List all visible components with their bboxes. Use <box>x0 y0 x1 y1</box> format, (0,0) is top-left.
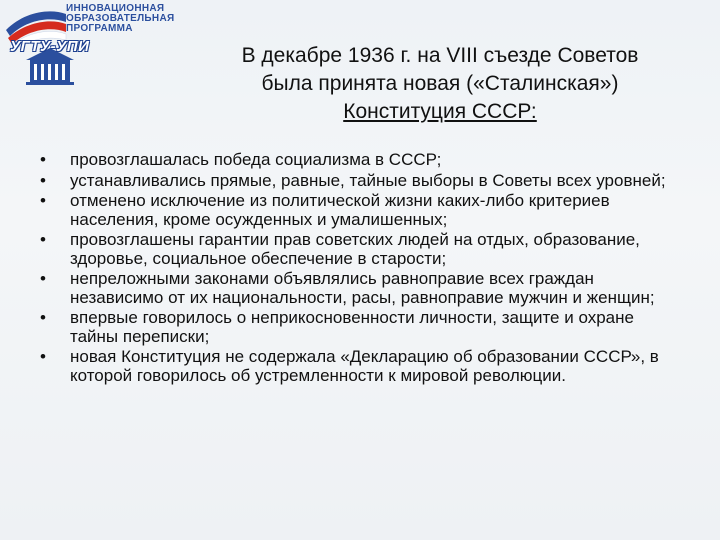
bullet-text: провозглашалась победа социализма в СССР; <box>70 150 442 169</box>
bullet-icon: • <box>40 269 46 288</box>
list-item <box>40 151 680 170</box>
university-logo <box>4 2 175 88</box>
logo-text <box>66 3 175 34</box>
bullet-list <box>40 151 680 387</box>
bullet-text: новая Конституция не содержала «Декларацию об образовании СССР», в которой говорилось об устремленности к мировой революции. <box>70 347 659 385</box>
bullet-text: отменено исключение из политической жизни каких-либо критериев населения, кроме осужденных и умалишенных; <box>70 191 610 229</box>
list-item <box>40 309 680 346</box>
bullet-icon: • <box>40 150 46 169</box>
logo-line: ПРОГРАММА <box>66 23 133 34</box>
bullet-text: непреложными законами объявлялись равноправие всех граждан независимо от их национальности, расы, равноправие мужчин и женщин; <box>70 269 655 307</box>
logo-abbreviation: УГТУ-УПИ <box>10 38 90 55</box>
bullet-text: впервые говорилось о неприкосновенности личности, защите и охране тайны переписки; <box>70 308 634 346</box>
list-item <box>40 192 680 229</box>
logo-line: ИННОВАЦИОННАЯ <box>66 3 165 14</box>
bullet-icon: • <box>40 308 46 327</box>
list-item <box>40 172 680 191</box>
title-line: была принята новая («Сталинская») <box>261 72 619 95</box>
list-item <box>40 231 680 268</box>
title-line-underlined: Конституция СССР: <box>343 100 537 123</box>
bullet-text: устанавливались прямые, равные, тайные выборы в Советы всех уровней; <box>70 170 666 190</box>
logo-line: ОБРАЗОВАТЕЛЬНАЯ <box>66 13 175 24</box>
slide-title <box>190 42 690 126</box>
bullet-icon: • <box>40 191 46 210</box>
bullet-text: провозглашены гарантии прав советских людей на отдых, образование, здоровье, социальное обеспечение в старости; <box>70 230 640 268</box>
title-line: В декабре 1936 г. на VIII съезде Советов <box>241 44 639 67</box>
list-item <box>40 348 680 385</box>
list-item <box>40 270 680 307</box>
bullet-icon: • <box>40 347 46 366</box>
bullet-icon: • <box>40 230 46 249</box>
bullet-icon: • <box>40 170 46 190</box>
